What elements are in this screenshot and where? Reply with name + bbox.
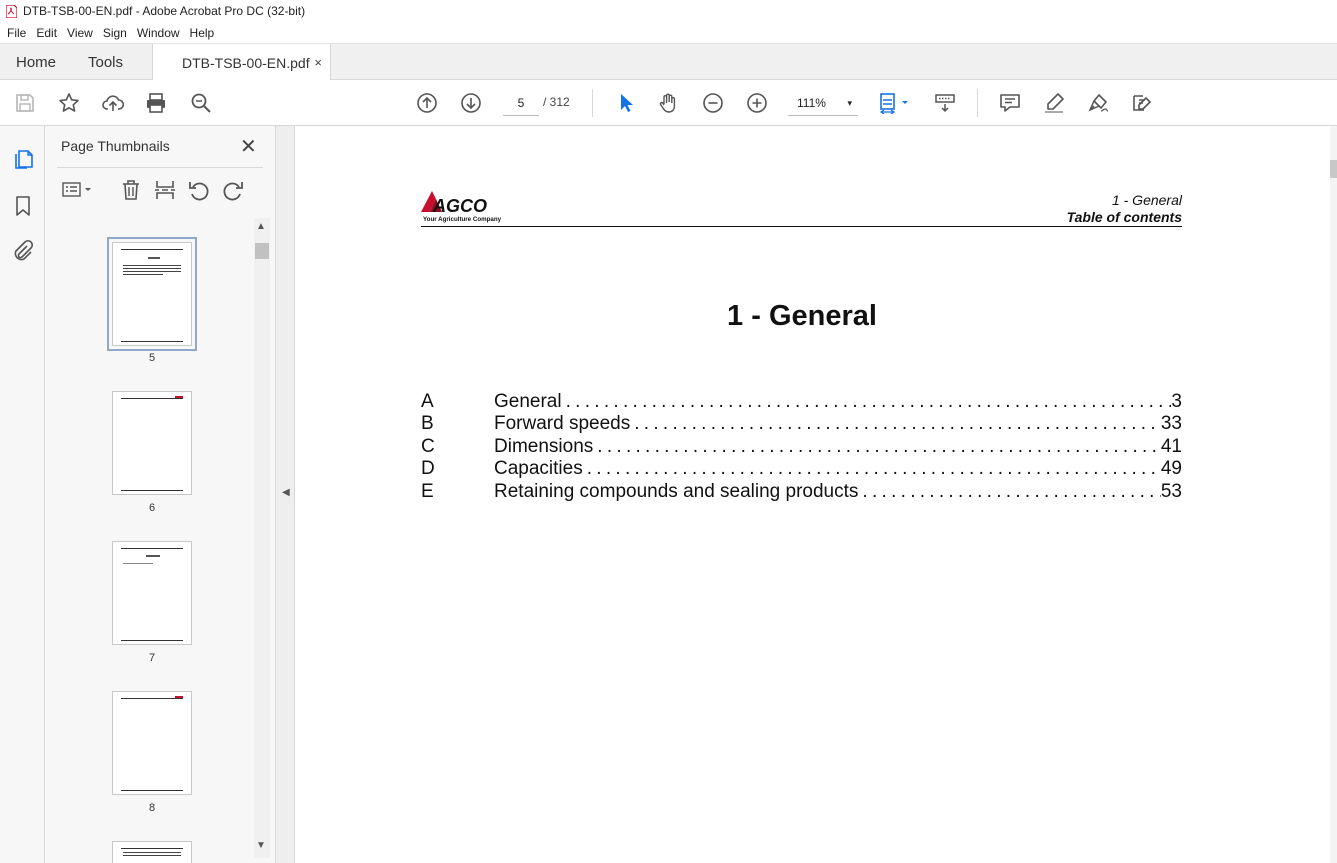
keyboard-read-icon[interactable] [933, 91, 957, 115]
toc-label: Capacities [494, 458, 583, 479]
toc-letter: D [421, 458, 435, 479]
toc-letter: A [421, 391, 434, 412]
previous-page-icon[interactable] [415, 91, 439, 115]
page-total-label: / 312 [543, 95, 570, 109]
zoom-out-icon[interactable] [701, 91, 725, 115]
rotate-clockwise-icon[interactable] [221, 178, 245, 202]
toc-letter: E [421, 481, 434, 502]
menu-bar [0, 22, 1337, 43]
page-thumbnail[interactable] [112, 242, 192, 346]
comment-icon[interactable] [998, 91, 1022, 115]
menu-window[interactable]: Window [136, 25, 180, 40]
toc-page: 53 [1160, 481, 1182, 502]
window-titlebar [0, 0, 1337, 22]
page-number-input[interactable]: 5 [503, 92, 539, 116]
tab-document-label: DTB-TSB-00-EN.pdf [182, 54, 310, 71]
thumbnail-scrollbar[interactable] [254, 218, 270, 858]
panel-splitter[interactable] [275, 126, 295, 863]
page-thumbnail[interactable] [112, 391, 192, 495]
tab-home[interactable]: Home [16, 54, 57, 71]
toc-letter: C [421, 436, 435, 457]
toc-leader [593, 436, 1161, 458]
toc-entry[interactable] [421, 413, 1182, 435]
sign-pen-icon[interactable] [1086, 91, 1110, 115]
tab-document[interactable] [152, 44, 331, 81]
toc-page: 3 [1171, 391, 1182, 412]
panel-title: Page Thumbnails [61, 138, 170, 154]
save-icon[interactable] [13, 91, 37, 115]
toc-entry[interactable] [421, 436, 1182, 458]
header-section: 1 - General [1111, 192, 1182, 208]
page-thumbnails-panel [45, 126, 275, 863]
toolbar-divider [977, 89, 978, 117]
toc-entry[interactable] [421, 481, 1182, 503]
hand-tool-icon[interactable] [657, 91, 681, 115]
document-title: 1 - General [727, 300, 877, 332]
tab-bar [0, 43, 1337, 80]
delete-trash-icon[interactable] [119, 178, 143, 202]
thumbnail-page-number: 6 [148, 502, 156, 514]
toc-page: 41 [1160, 436, 1182, 457]
select-cursor-icon[interactable] [614, 91, 638, 115]
toc-leader [858, 481, 1160, 503]
thumbnail-list [45, 218, 255, 863]
toc-label: Dimensions [494, 436, 594, 457]
scrollbar-thumb[interactable] [255, 243, 269, 259]
bookmarks-icon[interactable] [11, 194, 35, 218]
scrollbar-thumb[interactable] [1330, 160, 1337, 178]
logo-wordmark: AGCO [433, 196, 487, 216]
toc-label: General [494, 391, 562, 412]
upload-cloud-icon[interactable] [101, 91, 125, 115]
menu-view[interactable]: View [67, 25, 93, 40]
document-scrollbar[interactable] [1330, 126, 1337, 863]
zoom-level-select[interactable] [788, 92, 858, 116]
toolbar-divider [592, 89, 593, 117]
fit-page-icon[interactable] [878, 91, 912, 115]
agco-logo [421, 190, 516, 224]
logo-tagline: Your Agriculture Company [423, 216, 502, 223]
toc-leader [562, 391, 1172, 413]
toc-letter: B [421, 413, 434, 434]
menu-file[interactable]: File [7, 25, 27, 40]
header-rule [421, 226, 1182, 227]
thumbnail-page-number: 8 [148, 802, 156, 814]
next-page-icon[interactable] [459, 91, 483, 115]
menu-help[interactable]: Help [189, 25, 215, 40]
pdf-app-icon [6, 5, 17, 18]
tab-close-button[interactable]: × [314, 55, 322, 70]
page-thumbnail[interactable] [112, 541, 192, 645]
thumbnail-toolbar [57, 176, 267, 204]
panel-close-button[interactable]: ✕ [240, 136, 257, 158]
menu-edit[interactable]: Edit [36, 25, 58, 40]
toc-entry[interactable] [421, 458, 1182, 480]
toc-entry[interactable] [421, 391, 1182, 413]
highlight-pen-icon[interactable] [1042, 91, 1066, 115]
toc-label: Forward speeds [494, 413, 631, 434]
scroll-down-icon[interactable]: ▼ [256, 840, 266, 851]
thumbnail-page-number: 5 [148, 352, 156, 364]
scroll-up-icon[interactable]: ▲ [256, 221, 266, 232]
toc-leader [630, 413, 1161, 435]
page-thumbnail[interactable] [112, 841, 192, 863]
options-menu-icon[interactable] [60, 178, 94, 202]
page-thumbnail[interactable] [112, 691, 192, 795]
left-navigation-rail [0, 126, 45, 863]
menu-sign[interactable]: Sign [102, 25, 127, 40]
edit-pdf-icon[interactable] [1130, 91, 1154, 115]
chevron-down-icon: ▾ [847, 98, 852, 108]
rotate-counterclockwise-icon[interactable] [187, 178, 211, 202]
bookmark-star-icon[interactable] [57, 91, 81, 115]
page-thumbnails-icon[interactable] [11, 148, 35, 172]
toc-page: 49 [1160, 458, 1182, 479]
attachments-paperclip-icon[interactable] [11, 239, 35, 263]
panel-divider [57, 167, 263, 168]
toc-leader [583, 458, 1161, 480]
search-zoom-icon[interactable] [189, 91, 213, 115]
collapse-panel-icon[interactable]: ◀ [282, 487, 290, 498]
extract-pages-icon[interactable] [153, 178, 177, 202]
toc-label: Retaining compounds and sealing products [494, 481, 859, 502]
zoom-level-value: 111% [797, 96, 826, 110]
thumbnail-page-number: 7 [148, 652, 156, 664]
tab-tools[interactable]: Tools [88, 54, 124, 71]
toc-page: 33 [1160, 413, 1182, 434]
header-subtitle: Table of contents [1066, 209, 1182, 225]
zoom-in-icon[interactable] [745, 91, 769, 115]
window-title: DTB-TSB-00-EN.pdf - Adobe Acrobat Pro DC (32-bit) [23, 4, 306, 18]
print-icon[interactable] [144, 91, 168, 115]
